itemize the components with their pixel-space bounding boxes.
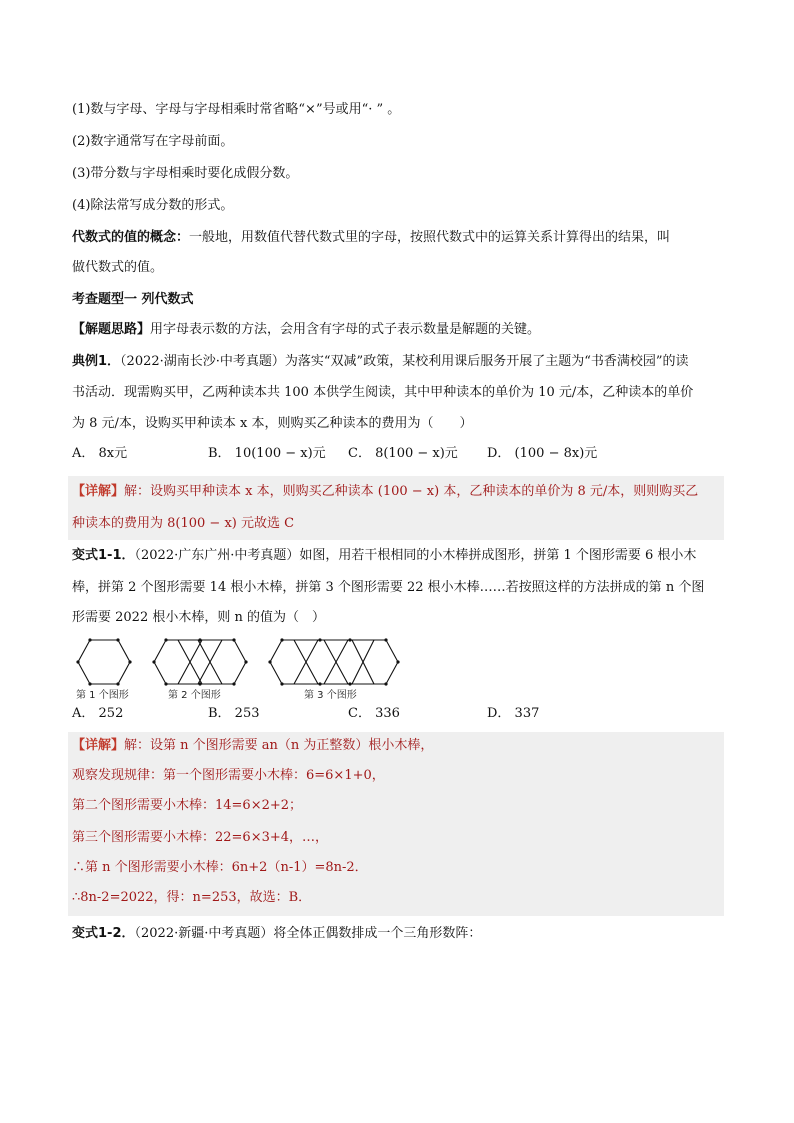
detail-2-line-6: ∴8n-2=2022，得：n=253，故选：B． <box>72 890 312 905</box>
variant-1-1-line-2: 棒，拼第 2 个图形需要 14 根小木棒，拼第 3 个图形需要 22 根小木棒……若按照这样的方法拼成的第 n 个图 <box>72 580 705 595</box>
detail-2-line-1 <box>72 736 724 756</box>
hint-tag: 【解题思路】 <box>72 322 151 337</box>
detail-2-tag: 【详解】 <box>72 738 125 753</box>
variant-1-1-option-c: C． 336 <box>348 706 400 721</box>
rule-3: (3)带分数与字母相乘时要化成假分数。 <box>72 166 299 181</box>
example-1-line-2: 书活动．现需购买甲，乙两种读本共 100 本供学生阅读，其中甲种读本的单价为 10 元/本，乙种读本的单价 <box>72 385 694 400</box>
variant-1-1-option-b: B． 253 <box>208 706 260 721</box>
concept-term: 代数式的值的概念： <box>72 230 190 245</box>
rule-2: (2)数字通常写在字母前面。 <box>72 134 234 149</box>
variant-1-1-option-d: D． 337 <box>487 706 540 721</box>
figure-1-hexagon <box>76 638 132 686</box>
variant-1-2-label: 变式1-2． <box>72 926 135 941</box>
figure-3-hexagons <box>268 638 400 686</box>
concept-line-1 <box>72 228 724 248</box>
detail-2-line-4: 第三个图形需要小木棒：22=6×3+4，…， <box>72 830 329 845</box>
question-type-title: 考查题型一 列代数式 <box>72 292 194 307</box>
detail-1-text-1: 解：设购买甲种读本 x 本，则购买乙种读本 (100 − x) 本，乙种读本的单价为 8 元/本，则则购买乙 <box>124 484 699 499</box>
detail-2-line-5: ∴第 n 个图形需要小木棒：6n+2（n-1）=8n-2． <box>72 860 368 875</box>
variant-1-1-line-1 <box>72 546 724 566</box>
variant-1-2-line <box>72 924 724 944</box>
example-1-label: 典例1． <box>72 354 121 369</box>
hint-text: 用字母表示数的方法，会用含有字母的式子表示数量是解题的关键。 <box>150 322 541 337</box>
figure-2-label: 第 2 个图形 <box>168 690 221 701</box>
detail-2-line-2: 观察发现规律：第一个图形需要小木棒：6=6×1+0， <box>72 768 385 783</box>
example-1-line-1 <box>72 352 724 372</box>
variant-1-2-text: （2022·新疆·中考真题）将全体正偶数排成一个三角形数阵： <box>134 926 482 941</box>
figure-2-hexagons <box>152 638 248 686</box>
detail-2-line-3: 第二个图形需要小木棒：14=6×2+2； <box>72 798 303 813</box>
figure-1-label: 第 1 个图形 <box>76 690 129 701</box>
detail-1-line-1 <box>72 482 724 502</box>
variant-1-1-option-a: A． 252 <box>72 706 124 721</box>
variant-1-1-label: 变式1-1． <box>72 548 135 563</box>
concept-line-2: 做代数式的值。 <box>72 260 164 275</box>
rule-4: (4)除法常写成分数的形式。 <box>72 198 234 213</box>
rule-1: (1)数与字母、字母与字母相乘时常省略“×”号或用“· ” 。 <box>72 102 401 117</box>
solving-hint <box>72 320 724 340</box>
example-1-option-c: C． 8(100 − x)元 <box>348 446 458 461</box>
figure-3-label: 第 3 个图形 <box>304 690 357 701</box>
example-1-option-d: D． (100 − 8x)元 <box>487 446 598 461</box>
detail-1-tag: 【详解】 <box>72 484 125 499</box>
example-1-text-1: （2022·湖南长沙·中考真题）为落实“双减”政策，某校利用课后服务开展了主题为“书香满校园”的读 <box>120 354 689 369</box>
example-1-option-b: B． 10(100 − x)元 <box>208 446 326 461</box>
detail-1-line-2: 种读本的费用为 8(100 − x) 元故选 C <box>72 516 295 531</box>
example-1-option-a: A． 8x元 <box>72 446 128 461</box>
variant-1-1-line-3: 形需要 2022 根小木棒，则 n 的值为（ ） <box>72 610 325 625</box>
concept-text-1: 一般地，用数值代替代数式里的字母，按照代数式中的运算关系计算得出的结果，叫 <box>189 230 671 245</box>
variant-1-1-text-1: （2022·广东广州·中考真题）如图，用若干根相同的小木棒拼成图形，拼第 1 个图形需要 6 根小木 <box>134 548 697 563</box>
detail-2-text-1: 解：设第 n 个图形需要 an（n 为正整数）根小木棒， <box>124 738 434 753</box>
example-1-line-3: 为 8 元/本，设购买甲种读本 x 本，则购买乙种读本的费用为（ ） <box>72 416 473 431</box>
